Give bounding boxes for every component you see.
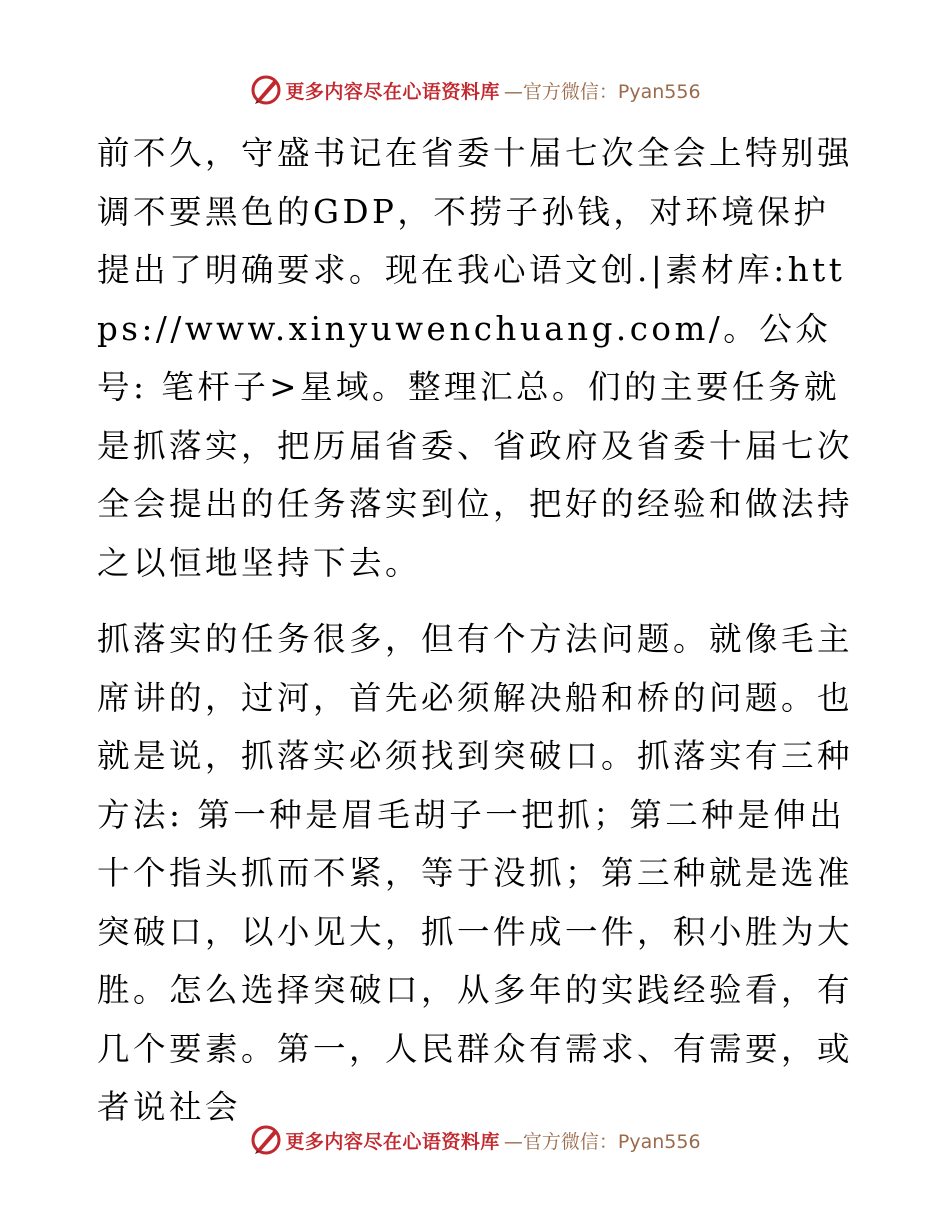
footer-contact-text: —官方微信：Pyan556 bbox=[503, 1130, 701, 1153]
footer-watermark bbox=[0, 1120, 950, 1160]
pen-circle-logo-icon bbox=[249, 73, 283, 107]
paragraph-1: 前不久，守盛书记在省委十届七次全会上特别强调不要黑色的GDP，不捞子孙钱，对环境保护提出了明确要求。现在我心语文创.|素材库:https://www.xinyuwenchuang.com/。公众号: 笔杆子>星域。整理汇总。们的主要任务就是抓落实，把历届省委、省政府及省委十届七次全会提出的任务落实到位，把好的经验和做法持之以恒地坚持下去。 bbox=[97, 134, 854, 582]
paragraph-2: 抓落实的任务很多，但有个方法问题。就像毛主席讲的，过河，首先必须解决船和桥的问题。也就是说，抓落实必须找到突破口。抓落实有三种方法: 第一种是眉毛胡子一把抓；第二种是伸出十个指头抓而不紧，等于没抓；第三种就是选准突破口，以小见大，抓一件成一件，积小胜为大胜。怎么选择突破口，从多年的实践经验看，有几个要素。第一，人民群众有需求、有需要，或者说社会 bbox=[97, 620, 854, 1126]
header-contact-text: —官方微信：Pyan556 bbox=[503, 80, 701, 103]
header-brand-text: 更多内容尽在心语资料库 bbox=[285, 80, 500, 103]
document-body bbox=[97, 124, 857, 1137]
header-watermark bbox=[0, 70, 950, 110]
pen-circle-logo-icon bbox=[249, 1123, 283, 1157]
footer-brand-text: 更多内容尽在心语资料库 bbox=[285, 1130, 500, 1153]
